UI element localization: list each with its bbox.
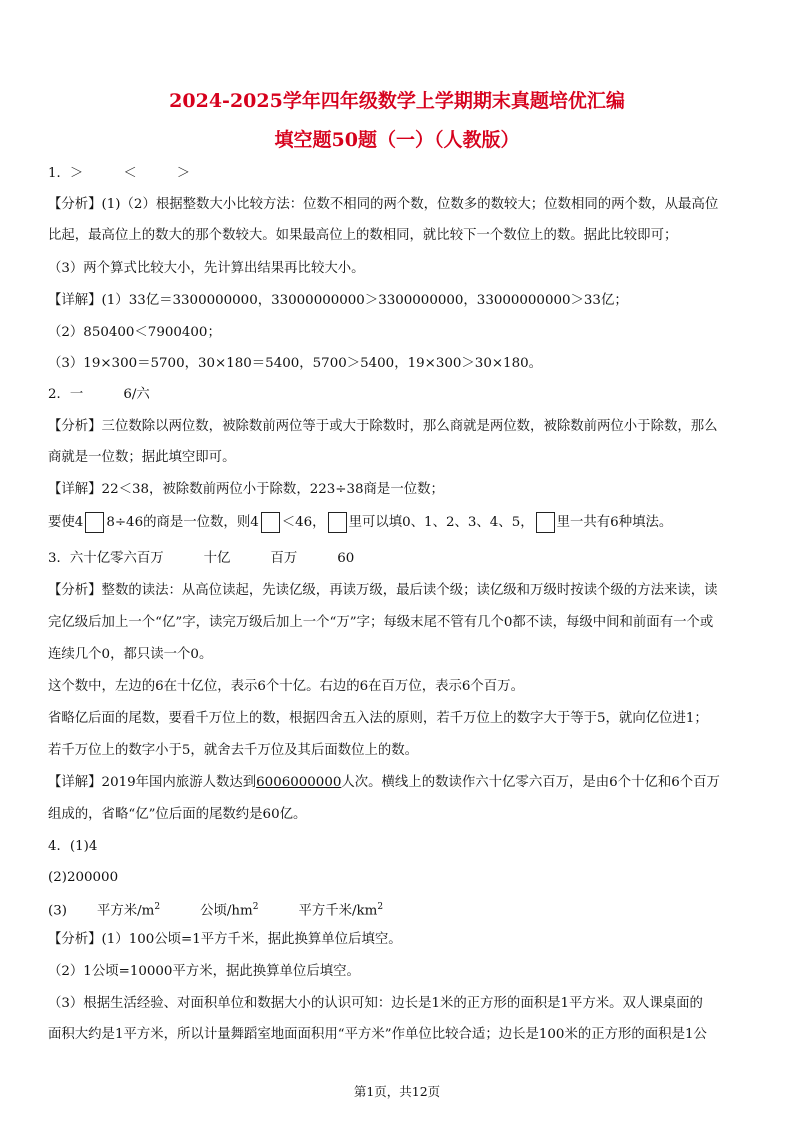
q3-analysis-line-3: 连续几个0，都只读一个0。 bbox=[48, 647, 213, 662]
q4-analysis-line-4: 面积大约是1平方米，所以计量舞蹈室地面面积用“平方米”作单位比较合适；边长是100米的正方形的面积是1公 bbox=[48, 1027, 707, 1042]
q1-detail-line-3: （3）19×300＝5700，30×180＝5400，5700＞5400，19×300＞30×180。 bbox=[48, 356, 543, 371]
q3-answer-2: 十亿 bbox=[203, 551, 231, 566]
document-subtitle: 填空题50题（一）（人教版） bbox=[274, 129, 520, 151]
q4-sub-3-label: (3) bbox=[48, 903, 67, 919]
q2-detail-text-b: 8÷46的商是一位数，则4 bbox=[106, 515, 259, 530]
q1-detail-line-2: （2）850400＜7900400； bbox=[48, 325, 221, 340]
q1-answer-1: ＞ bbox=[69, 166, 84, 181]
q4-number: 4． bbox=[48, 839, 70, 854]
q2-detail-text-a: 要使4 bbox=[48, 515, 84, 530]
q3-answer-1: 六十亿零六百万 bbox=[69, 551, 164, 566]
q4-sub-1: (1)4 bbox=[69, 839, 98, 854]
superscript: 2 bbox=[252, 902, 259, 912]
q4-analysis-line-3: （3）根据生活经验、对面积单位和数据大小的认识可知：边长是1米的正方形的面积是1平方米。双人课桌面的 bbox=[48, 996, 703, 1011]
superscript: 2 bbox=[377, 902, 384, 912]
q2-detail-text-c: ＜46， bbox=[281, 515, 326, 530]
q1-analysis-line-2: 比起，最高位上的数大的那个数较大。如果最高位上的数相同，就比较下一个数位上的数。据此比较即可； bbox=[48, 228, 678, 243]
q3-analysis-line-6: 若千万位上的数字小于5，就舍去千万位及其后面数位上的数。 bbox=[48, 743, 419, 758]
q2-analysis-line-1: 【分析】三位数除以两位数，被除数前两位等于或大于除数时，那么商就是两位数，被除数前两位小于除数，那么 bbox=[48, 419, 718, 434]
q2-answer-2: 6/六 bbox=[123, 387, 150, 402]
q4-sub-3-a: 平方米/m bbox=[96, 903, 155, 919]
q1-analysis-line-3: （3）两个算式比较大小，先计算出结果再比较大小。 bbox=[48, 261, 365, 276]
q1-number: 1． bbox=[48, 166, 70, 181]
q2-number: 2． bbox=[48, 387, 70, 402]
q4-answer-line-3 bbox=[48, 896, 748, 922]
q3-number: 3． bbox=[48, 551, 70, 566]
q3-analysis-line-4: 这个数中，左边的6在十亿位，表示6个十亿。右边的6在百万位，表示6个百万。 bbox=[48, 679, 524, 694]
q4-sub-3-c: 平方千米/km bbox=[298, 903, 378, 919]
q1-answer-3: ＞ bbox=[176, 166, 191, 181]
q4-sub-3-b: 公顷/hm bbox=[200, 903, 253, 919]
q1-answer-2: ＜ bbox=[123, 166, 137, 181]
document-title: 2024-2025学年四年级数学上学期期末真题培优汇编 bbox=[169, 90, 625, 112]
q3-answer-3: 百万 bbox=[270, 551, 298, 566]
underlined-number: 6006000000 bbox=[256, 775, 342, 790]
q3-answer-4: 60 bbox=[337, 551, 355, 566]
q4-analysis-line-1: 【分析】(1）100公顷=1平方千米，据此换算单位后填空。 bbox=[48, 932, 402, 947]
q4-answer-line-1 bbox=[48, 836, 748, 858]
page-footer: 第1页，共12页 bbox=[353, 1084, 441, 1099]
q3-analysis-line-1: 【分析】整数的读法：从高位读起，先读亿级，再读万级，最后读个级；读亿级和万级时按读个级的方法来读，读 bbox=[48, 583, 718, 598]
blank-box bbox=[328, 512, 347, 533]
q3-detail-text-a: 【详解】2019年国内旅游人数达到 bbox=[48, 775, 257, 790]
q3-answer-line bbox=[48, 548, 748, 570]
q1-answer-line bbox=[48, 163, 748, 185]
q2-answer-1: 一 bbox=[69, 387, 84, 402]
q1-analysis-line-1: 【分析】(1)（2）根据整数大小比较方法：位数不相同的两个数，位数多的数较大；位数相同的两个数，从最高位 bbox=[48, 197, 719, 212]
q3-detail-line-2: 组成的，省略“亿”位后面的尾数约是60亿。 bbox=[48, 807, 307, 822]
q2-detail-text-d: 里可以填0、1、2、3、4、5， bbox=[348, 515, 534, 530]
q1-detail-line-1: 【详解】(1）33亿＝3300000000，33000000000＞3300000000，33000000000＞33亿； bbox=[48, 293, 628, 308]
q3-detail-text-c: 人次。横线上的数读作六十亿零六百万，是由6个十亿和6个百万 bbox=[341, 775, 720, 790]
q4-analysis-line-2: （2）1公顷=10000平方米，据此换算单位后填空。 bbox=[48, 964, 360, 979]
blank-box bbox=[85, 512, 104, 533]
blank-box bbox=[261, 512, 280, 533]
q4-sub-2: (2)200000 bbox=[48, 870, 119, 885]
q2-detail-line-2 bbox=[48, 512, 748, 534]
q2-detail-line-1: 【详解】22＜38，被除数前两位小于除数，223÷38商是一位数； bbox=[48, 482, 444, 497]
q3-analysis-line-2: 完亿级后加上一个“亿”字，读完万级后加上一个“万”字；每级末尾不管有几个0都不读，每级中间和前面有一个或 bbox=[48, 615, 714, 630]
superscript: 2 bbox=[154, 902, 161, 912]
q2-analysis-line-2: 商就是一位数；据此填空即可。 bbox=[48, 450, 236, 465]
blank-box bbox=[536, 512, 555, 533]
q2-detail-text-e: 里一共有6种填法。 bbox=[556, 515, 673, 530]
q2-answer-line bbox=[48, 384, 748, 406]
q3-detail-line-1 bbox=[48, 772, 748, 794]
q3-analysis-line-5: 省略亿后面的尾数，要看千万位上的数，根据四舍五入法的原则，若千万位上的数字大于等于5，就向亿位进1； bbox=[48, 711, 708, 726]
